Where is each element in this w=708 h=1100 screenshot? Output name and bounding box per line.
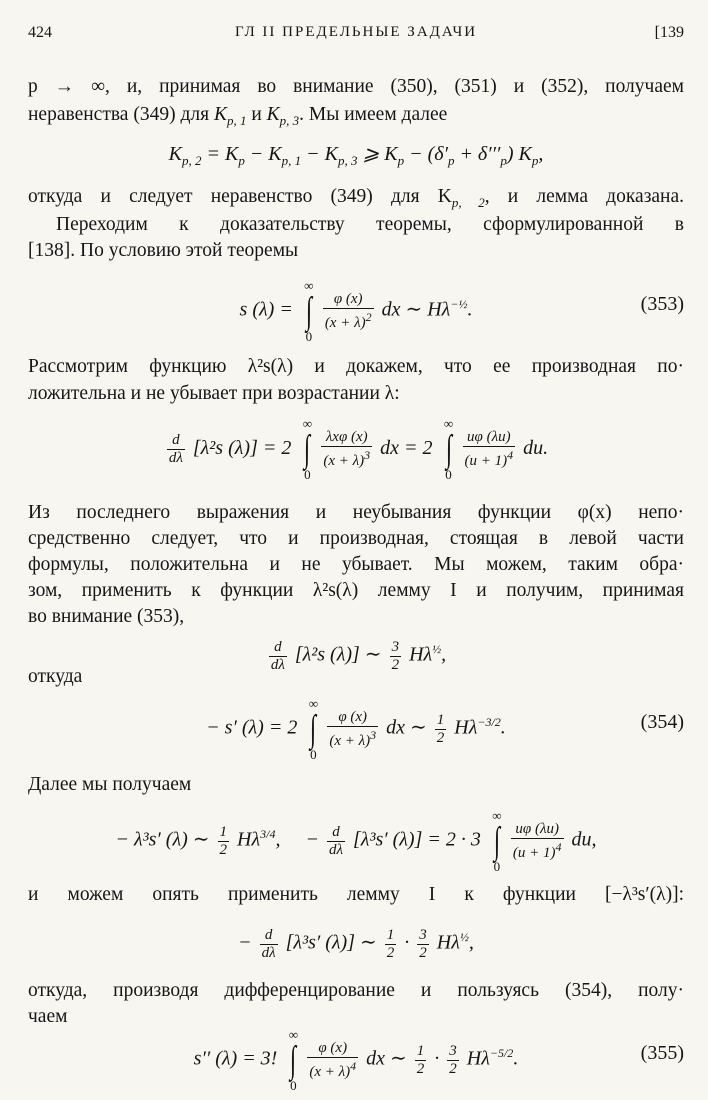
text-line-2a: неравенства (349) для [28, 104, 214, 125]
text-line-2c: . Мы имеем далее [299, 104, 448, 125]
text-line-8: ложительна и не убывает при возрастании λ: [28, 383, 400, 404]
text-line-7: Рассмотрим функцию λ²s(λ) и докажем, что ее производная по· [28, 356, 684, 377]
text-line-4b: , и лемма доказана. [484, 186, 685, 207]
equation-derivative-1: $\frac{d}{d\lambda}$ [λ²s (λ)] = 2 ∞ ∫ 0 $\frac{\text{λxφ (x)}}{(x + \lambda)^3}$ dx = 2 ∞ ∫ 0 $\frac{u\varphi (\lambda u)}{(u + 1)^4}$ du. [168, 416, 549, 483]
text-line-6: [138]. По условию этой теоремы [28, 240, 299, 261]
math-kp3: $K_{p, 3}$ [266, 104, 300, 128]
equation-kp2: $K_{p, 2} = K_p - K_{p, 1} - K_{p, 3}$ ⩾ $K_p - (\delta'_p + \delta'''_p)$ $K_p$, [168, 143, 544, 168]
text-line-2b: и [246, 104, 267, 125]
equation-354: − s′ (λ) = 2 ∞ ∫ 0 $\frac{\varphi (x)}{(x + \lambda)^3}$ dx ∼ $\frac{1}{2}$ $H\lambda^{-3/2}$. (354) [28, 682, 684, 762]
text-line-18: чаем [28, 1006, 68, 1027]
equation-derivative-4: − $\frac{d}{d\lambda}$ [λ³s′ (λ)] ∼ $\frac{1}{2}$ · $\frac{3}{2}$ $H\lambda^{\frac{1}{2}}$, [238, 926, 474, 961]
page [28, 18, 685, 1094]
text-line-17: откуда, производя дифференцирование и пользуясь (354), полу· [28, 980, 684, 1001]
text-line-1: p → ∞, и, принимая во внимание (350), (351) и (352), получаем [28, 76, 684, 97]
text-line-5: Переходим к доказательству теоремы, сформулированной в [56, 214, 684, 235]
text-line-10: средственно следует, что и производная, стоящая в левой части [28, 528, 684, 549]
section-number: [139 [654, 24, 684, 41]
equation-353: s (λ) = ∞ ∫ 0 $\frac{\varphi (x)}{(x + \lambda)^2}$ dx ∼ $H\lambda^{-\frac{1}{2}}$. (353) [28, 264, 684, 344]
text-line-4: откуда и следует неравенство (349) для $K_{p, 2}$, и лемма доказана. [28, 186, 685, 210]
text-line-14: откуда [28, 666, 83, 687]
text-line-2 [28, 102, 684, 128]
equation-derivative-2: $\frac{d}{d\lambda}$ [λ²s (λ)] ∼ $\frac{3}{2}$ $H\lambda^{\frac{1}{2}}$, [270, 638, 447, 673]
equation-number-354: (354) [640, 711, 684, 733]
equation-number-355: (355) [640, 1042, 684, 1064]
text-line-13: во внимание (353), [28, 606, 185, 627]
text-line-12: зом, применить к функции λ²s(λ) лемму I и получим, принимая [28, 580, 684, 601]
text-line-16: и можем опять применить лемму I к функции [−λ³s′(λ)]: [28, 884, 684, 905]
text-line-4a: откуда и следует неравенство (349) для K [28, 186, 452, 207]
page-number: 424 [28, 24, 52, 41]
running-header [28, 24, 684, 48]
equation-number-353: (353) [640, 293, 684, 315]
text-line-9: Из последнего выражения и неубывания функции φ(x) непо· [28, 502, 684, 523]
text-line-15: Далее мы получаем [28, 774, 192, 795]
text-line-11: формулы, положительна и не убывает. Мы можем, таким обра· [28, 554, 684, 575]
equation-derivative-3: − λ³s′ (λ) ∼ $\frac{1}{2}$ $H\lambda^{3/4}$, − $\frac{d}{d\lambda}$ [λ³s′ (λ)] = 2 · 3 ∞ ∫ 0 $\frac{u\varphi (\lambda u)}{(u + 1)^4}$ du, [115, 808, 597, 875]
math-kp1: $K_{p, 1}$ [213, 104, 247, 128]
equation-355: s′′ (λ) = 3! ∞ ∫ 0 $\frac{\varphi (x)}{(x + \lambda)^4}$ dx ∼ $\frac{1}{2}$ · $\frac{3}{2}$ $H\lambda^{-5/2}$. (355) [28, 1018, 684, 1088]
running-title: ГЛ II ПРЕДЕЛЬНЫЕ ЗАДАЧИ [234, 24, 478, 40]
